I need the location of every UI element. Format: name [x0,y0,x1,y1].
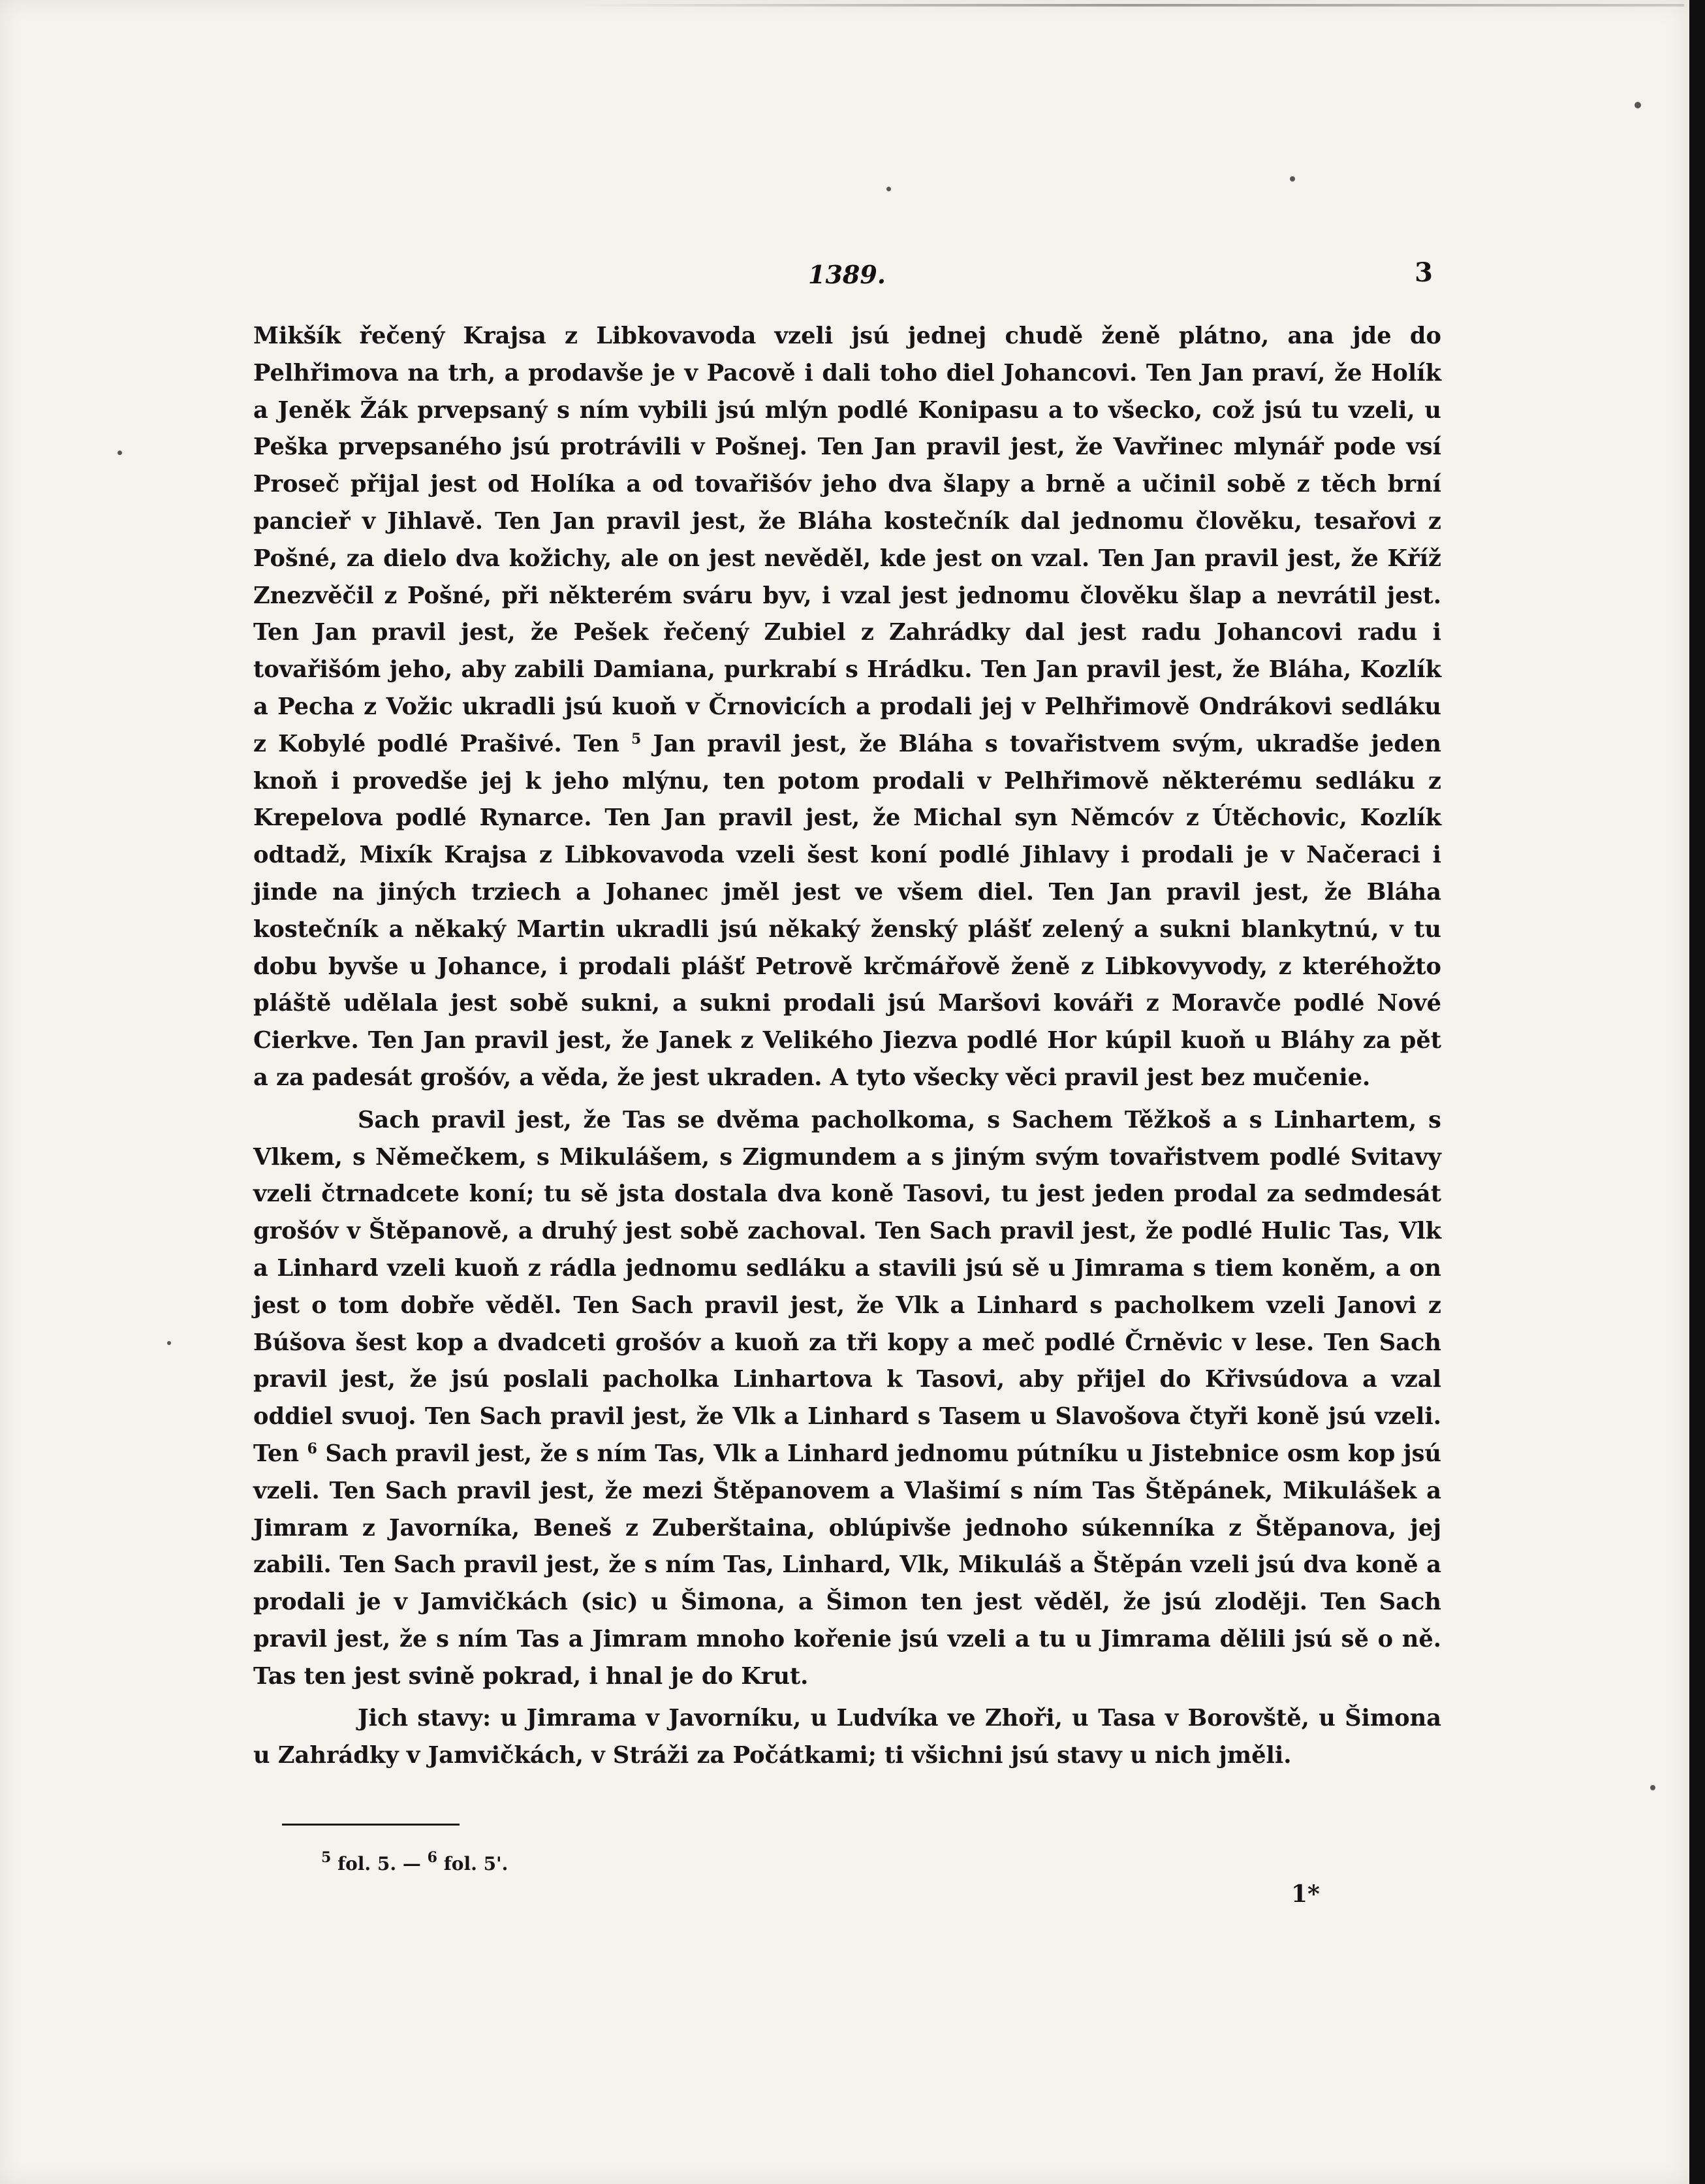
signature-mark: 1* [1291,1880,1320,1908]
paragraph-2-text-continued: Sach pravil jest, že s ním Tas, Vlk a Linhard jednomu pútníku u Jistebnice osm kop jsú vzeli. Ten Sach pravil jest, že mezi Štěpanovem a Vlašimí s ním Tas Štěpánek, Mikulášek a Jimram z Javorníka, Beneš z Zuberštaina, oblúpivše jednoho súkenníka z Štěpanova, jej zabili. Ten Sach pravil jest, že s ním Tas, Linhard, Vlk, Mikuláš a Štěpán vzeli jsú dva koně a prodali je v Jamvičkách (sic) u Šimona, a Šimon ten jest věděl, že jsú zloději. Ten Sach pravil jest, že s ním Tas a Jimram mnoho kořenie jsú vzeli a tu u Jimrama dělili jsú sě o ně. Tas ten jest svině pokrad, i hnal je do Krut. [253,1440,1441,1690]
paragraph-2 [253,1102,1441,1696]
paragraph-1-text: Mikšík řečený Krajsa z Libkovavoda vzeli jsú jednej chudě ženě plátno, ana jde do Pelhřimova na trh, a prodavše je v Pacově i dali toho diel Johancovi. Ten Jan praví, že Holík a Jeněk Žák prvepsaný s ním vybili jsú mlýn podlé Konipasu a to všecko, což jsú tu vzeli, u Peška prvepsaného jsú protrávili v Pošnej. Ten Jan pravil jest, že Vavřinec mlynář pode vsí Proseč přijal jest od Holíka a od tovařišóv jeho dva šlapy a brně a učinil sobě z těch brní pancieř v Jihlavě. Ten Jan pravil jest, že Bláha kostečník dal jednomu člověku, tesařovi z Pošné, za dielo dva kožichy, ale on jest nevěděl, kde jest on vzal. Ten Jan pravil jest, že Kříž Znezvěčil z Pošné, při některém sváru byv, i vzal jest jednomu člověku šlap a nevrátil jest. Ten Jan pravil jest, že Pešek řečený Zubiel z Zahrádky dal jest radu Johancovi radu i tovařišóm jeho, aby zabili Damiana, purkrabí s Hrádku. Ten Jan pravil jest, že Bláha, Kozlík a Pecha z Vožic ukradli jsú kuoň v Črnovicích a prodali jej v Pelhřimově Ondrákovi sedláku z Kobylé podlé Prašivé. Ten [253,323,1441,757]
footnote-divider [282,1824,460,1826]
dust-speck [117,451,122,455]
paragraph-1-text-continued: Jan pravil jest, že Bláha s tovařistvem svým, ukradše jeden knoň i provedše jej k jeho mlýnu, ten potom prodali v Pelhřimově některému sedláku z Krepelova podlé Rynarce. Ten Jan pravil jest, že Michal syn Němcóv z Útěchovic, Kozlík odtadž, Mixík Krajsa z Libkovavoda vzeli šest koní podlé Jihlavy i prodali je v Načeraci i jinde na jiných trziech a Johanec jměl jest ve všem diel. Ten Jan pravil jest, že Bláha kostečník a někaký Martin ukradli jsú někaký ženský plášť zelený a sukni blankytnú, v tu dobu byvše u Johance, i prodali plášť Petrově krčmářově ženě z Libkovyvody, z kteréhožto pláště udělala jest sobě sukni, a sukni prodali jsú Maršovi kováři z Moravče podlé Nové Cierkve. Ten Jan pravil jest, že Janek z Velikého Jiezva podlé Hor kúpil kuoň u Bláhy za pět a za padesát grošóv, a věda, že jest ukraden. A tyto všecky věci pravil jest bez mučenie. [253,730,1441,1091]
footnotes [321,1849,508,1875]
footnote-ref-5[interactable]: 5 [631,730,642,748]
running-header [255,253,1439,293]
footnote-5-mark: 5 [321,1849,332,1866]
paragraph-3 [253,1700,1441,1775]
dust-speck [886,187,891,191]
scan-edge-artifact [574,4,1684,7]
scan-border [1689,0,1705,2184]
dust-speck [1650,1785,1655,1790]
paragraph-1 [253,318,1441,1097]
footnote-6-text: fol. 5'. [443,1853,508,1875]
footnote-5-text: fol. 5. — [337,1853,421,1875]
paragraph-2-text: Sach pravil jest, že Tas se dvěma pacholkoma, s Sachem Těžkoš a s Linhartem, s Vlkem, s Němečkem, s Mikulášem, s Zigmundem a s jiným svým tovařistvem podlé Svitavy vzeli čtrnadcete koní; tu sě jsta dostala dva koně Tasovi, tu jest jeden prodal za sedmdesát grošóv v Štěpanově, a druhý jest sobě zachoval. Ten Sach pravil jest, že podlé Hulic Tas, Vlk a Linhard vzeli kuoň z rádla jednomu sedláku a stavili jsú sě u Jimrama s tiem koněm, a on jest o tom dobře věděl. Ten Sach pravil jest, že Vlk a Linhard s pacholkem vzeli Janovi z Búšova šest kop a dvadceti grošóv a kuoň za tři kopy a meč podlé Črněvic v lese. Ten Sach pravil jest, že jsú poslali pacholka Linhartova k Tasovi, aby přijel do Křivsúdova a vzal oddiel svuoj. Ten Sach pravil jest, že Vlk a Linhard s Tasem u Slavošova čtyři koně jsú vzeli. Ten [253,1106,1441,1467]
dust-speck [1290,176,1295,182]
dust-speck [167,1341,171,1345]
paragraph-3-text: Jich stavy: u Jimrama v Javorníku, u Ludvíka ve Zhoři, u Tasa v Borovště, u Šimona u Zahrádky v Jamvičkách, v Stráži za Počátkami; ti všichni jsú stavy u nich jměli. [253,1705,1441,1769]
main-text [253,318,1441,1775]
footnote-ref-6[interactable]: 6 [307,1440,317,1457]
page-number: 3 [1415,257,1433,288]
footnote-6-mark: 6 [427,1849,437,1866]
header-year: 1389. [808,260,886,289]
dust-speck [1635,102,1641,108]
